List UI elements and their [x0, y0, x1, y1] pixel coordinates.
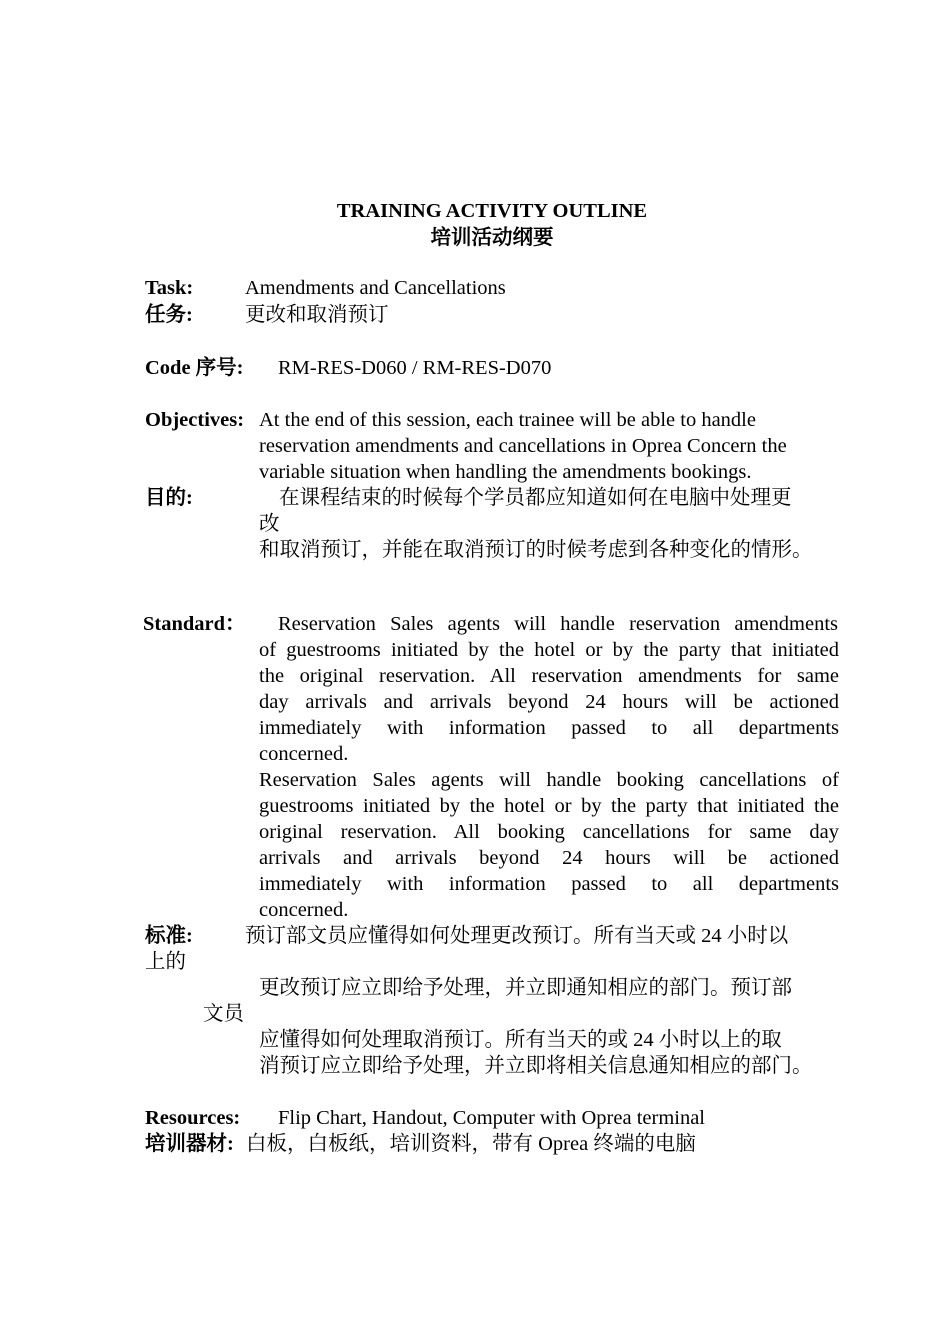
resources-label-zh: 培训器材: — [145, 1133, 234, 1155]
standard-line: Reservation Sales agents will handle booking cancellations of — [259, 769, 839, 791]
page-title: TRAINING ACTIVITY OUTLINE — [336, 200, 648, 222]
standard-line: immediately with information passed to all departments — [259, 717, 839, 739]
standard-line: day arrivals and arrivals beyond 24 hours will be actioned — [259, 691, 839, 713]
standard-line: original reservation. All booking cancellations for same day — [259, 821, 839, 843]
standard-line-zh: 预订部文员应懂得如何处理更改预订。所有当天或 24 小时以 — [245, 925, 789, 947]
task-label: Task: — [145, 277, 194, 299]
task-value-zh: 更改和取消预订 — [245, 304, 389, 326]
resources-value-zh: 白板，白板纸，培训资料，带有 Oprea 终端的电脑 — [246, 1133, 696, 1155]
objectives-line: reservation amendments and cancellations in Oprea Concern the — [259, 435, 787, 457]
standard-line: concerned. — [259, 899, 349, 921]
standard-line: immediately with information passed to all departments — [259, 873, 839, 895]
standard-line-zh: 消预订应立即给予处理，并立即将相关信息通知相应的部门。 — [259, 1055, 813, 1077]
standard-line: Reservation Sales agents will handle reservation amendments — [278, 613, 838, 635]
objectives-label-zh: 目的: — [145, 487, 193, 509]
standard-line-zh: 更改预订应立即给予处理，并立即通知相应的部门。预订部 — [259, 977, 792, 999]
standard-label-zh: 标准: — [145, 925, 193, 947]
standard-line-zh: 上的 — [145, 951, 186, 973]
task-value: Amendments and Cancellations — [245, 277, 506, 299]
code-label: Code 序号: — [145, 357, 244, 379]
standard-line-zh: 应懂得如何处理取消预订。所有当天的或 24 小时以上的取 — [259, 1029, 782, 1051]
objectives-line-zh: 在课程结束的时候每个学员都应知道如何在电脑中处理更 — [279, 487, 792, 509]
task-label-zh: 任务: — [145, 304, 193, 326]
objectives-line: At the end of this session, each trainee will be able to handle — [259, 409, 756, 431]
resources-label: Resources: — [145, 1107, 241, 1129]
page-title-zh: 培训活动纲要 — [430, 227, 554, 249]
standard-line-zh: 文员 — [203, 1003, 244, 1025]
standard-line: of guestrooms initiated by the hotel or by the party that initiated — [259, 639, 839, 661]
standard-label: Standard： — [143, 613, 246, 635]
standard-line: concerned. — [259, 743, 349, 765]
objectives-line-zh: 和取消预订，并能在取消预订的时候考虑到各种变化的情形。 — [259, 539, 813, 561]
standard-line: arrivals and arrivals beyond 24 hours will be actioned — [259, 847, 839, 869]
standard-line: the original reservation. All reservation amendments for same — [259, 665, 839, 687]
objectives-line: variable situation when handling the amendments bookings. — [259, 461, 752, 483]
objectives-line-zh: 改 — [259, 513, 280, 535]
code-value: RM-RES-D060 / RM-RES-D070 — [278, 357, 552, 379]
resources-value: Flip Chart, Handout, Computer with Oprea terminal — [278, 1107, 706, 1129]
standard-line: guestrooms initiated by the hotel or by the party that initiated the — [259, 795, 839, 817]
objectives-label: Objectives: — [145, 409, 245, 431]
